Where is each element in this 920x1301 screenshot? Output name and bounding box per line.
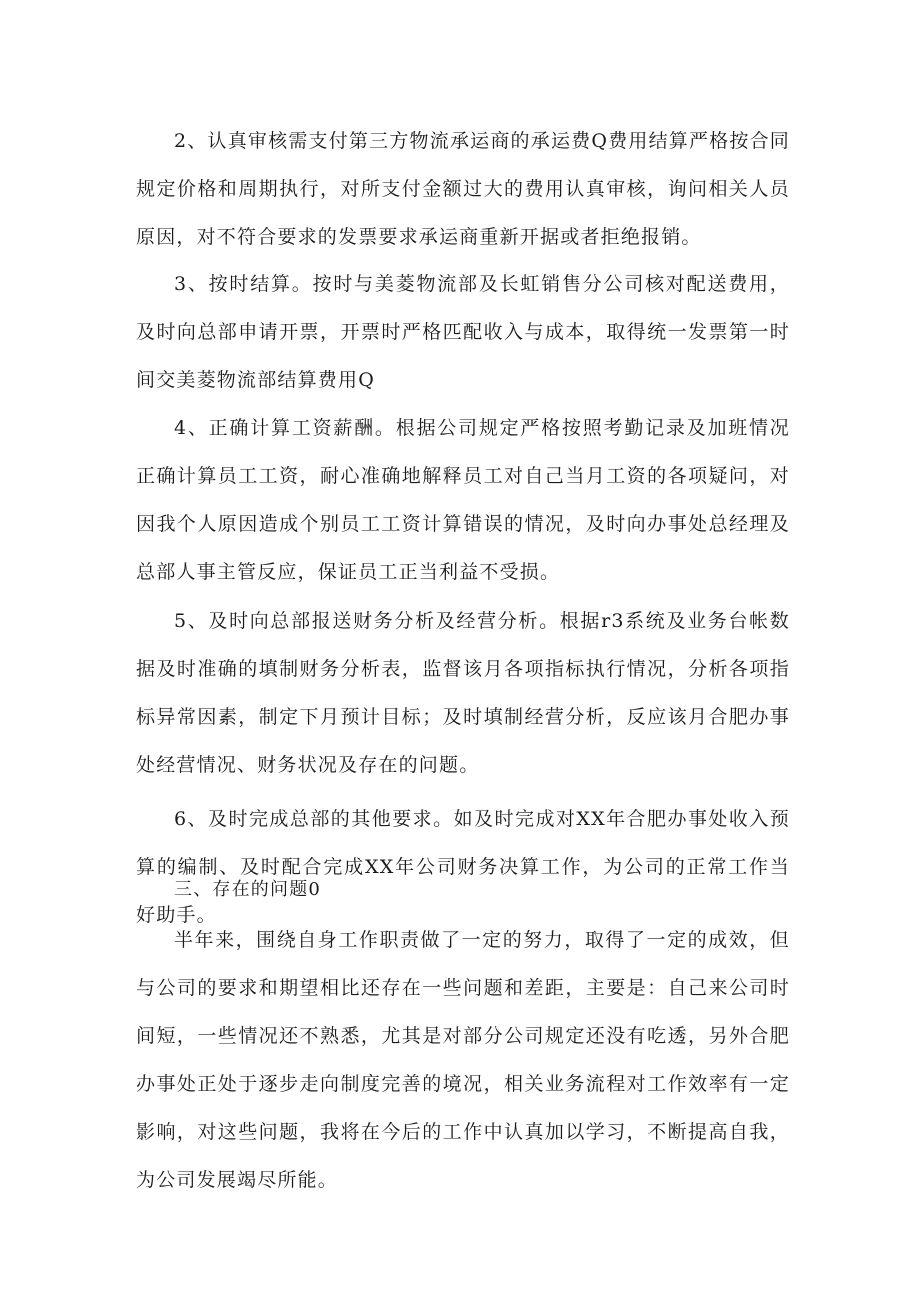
paragraph-problems-body: 半年来，围绕自身工作职责做了一定的努力，取得了一定的成效，但与公司的要求和期望相比还存在一些问题和差距，主要是：自己来公司时间短，一些情况还不熟悉，尤其是对部分公司规定还没有吃透，另外合肥办事处正处于逐步走向制度完善的境况，相关业务流程对工作效率有一定影响，对这些问题，我将在今后的工作中认真加以学习，不断提高自我，为公司发展竭尽所能。 <box>136 929 790 1191</box>
paragraph-item-4: 4、正确计算工资薪酬。根据公司规定严格按照考勤记录及加班情况正确计算员工工资，耐心准确地解释员工对自己当月工资的各项疑问，对因我个人原因造成个别员工工资计算错误的情况，及时向办事处总经理及总部人事主管反应，保证员工正当利益不受损。 <box>136 417 790 583</box>
paragraph-item-3: 3、按时结算。按时与美菱物流部及长虹销售分公司核对配送费用，及时向总部申请开票，开票时严格匹配收入与成本，取得统一发票第一时间交美菱物流部结算费用Q <box>136 273 790 391</box>
paragraph-item-2: 2、认真审核需支付第三方物流承运商的承运费Q费用结算严格按合同规定价格和周期执行，对所支付金额过大的费用认真审核，询问相关人员原因，对不符合要求的发票要求承运商重新开据或者拒绝报销。 <box>136 130 790 248</box>
section-heading-problems: 三、存在的问题0 <box>174 879 322 900</box>
paragraph-item-5: 5、及时向总部报送财务分析及经营分析。根据r3系统及业务台帐数据及时准确的填制财务分析表，监督该月各项指标执行情况，分析各项指标异常因素，制定下月预计目标；及时填制经营分析，反应该月合肥办事处经营情况、财务状况及存在的问题。 <box>136 610 790 776</box>
paragraph-item-6: 6、及时完成总部的其他要求。如及时完成对XX年合肥办事处收入预算的编制、及时配合完成XX年公司财务决算工作，为公司的正常工作当好助手。 <box>136 808 790 926</box>
